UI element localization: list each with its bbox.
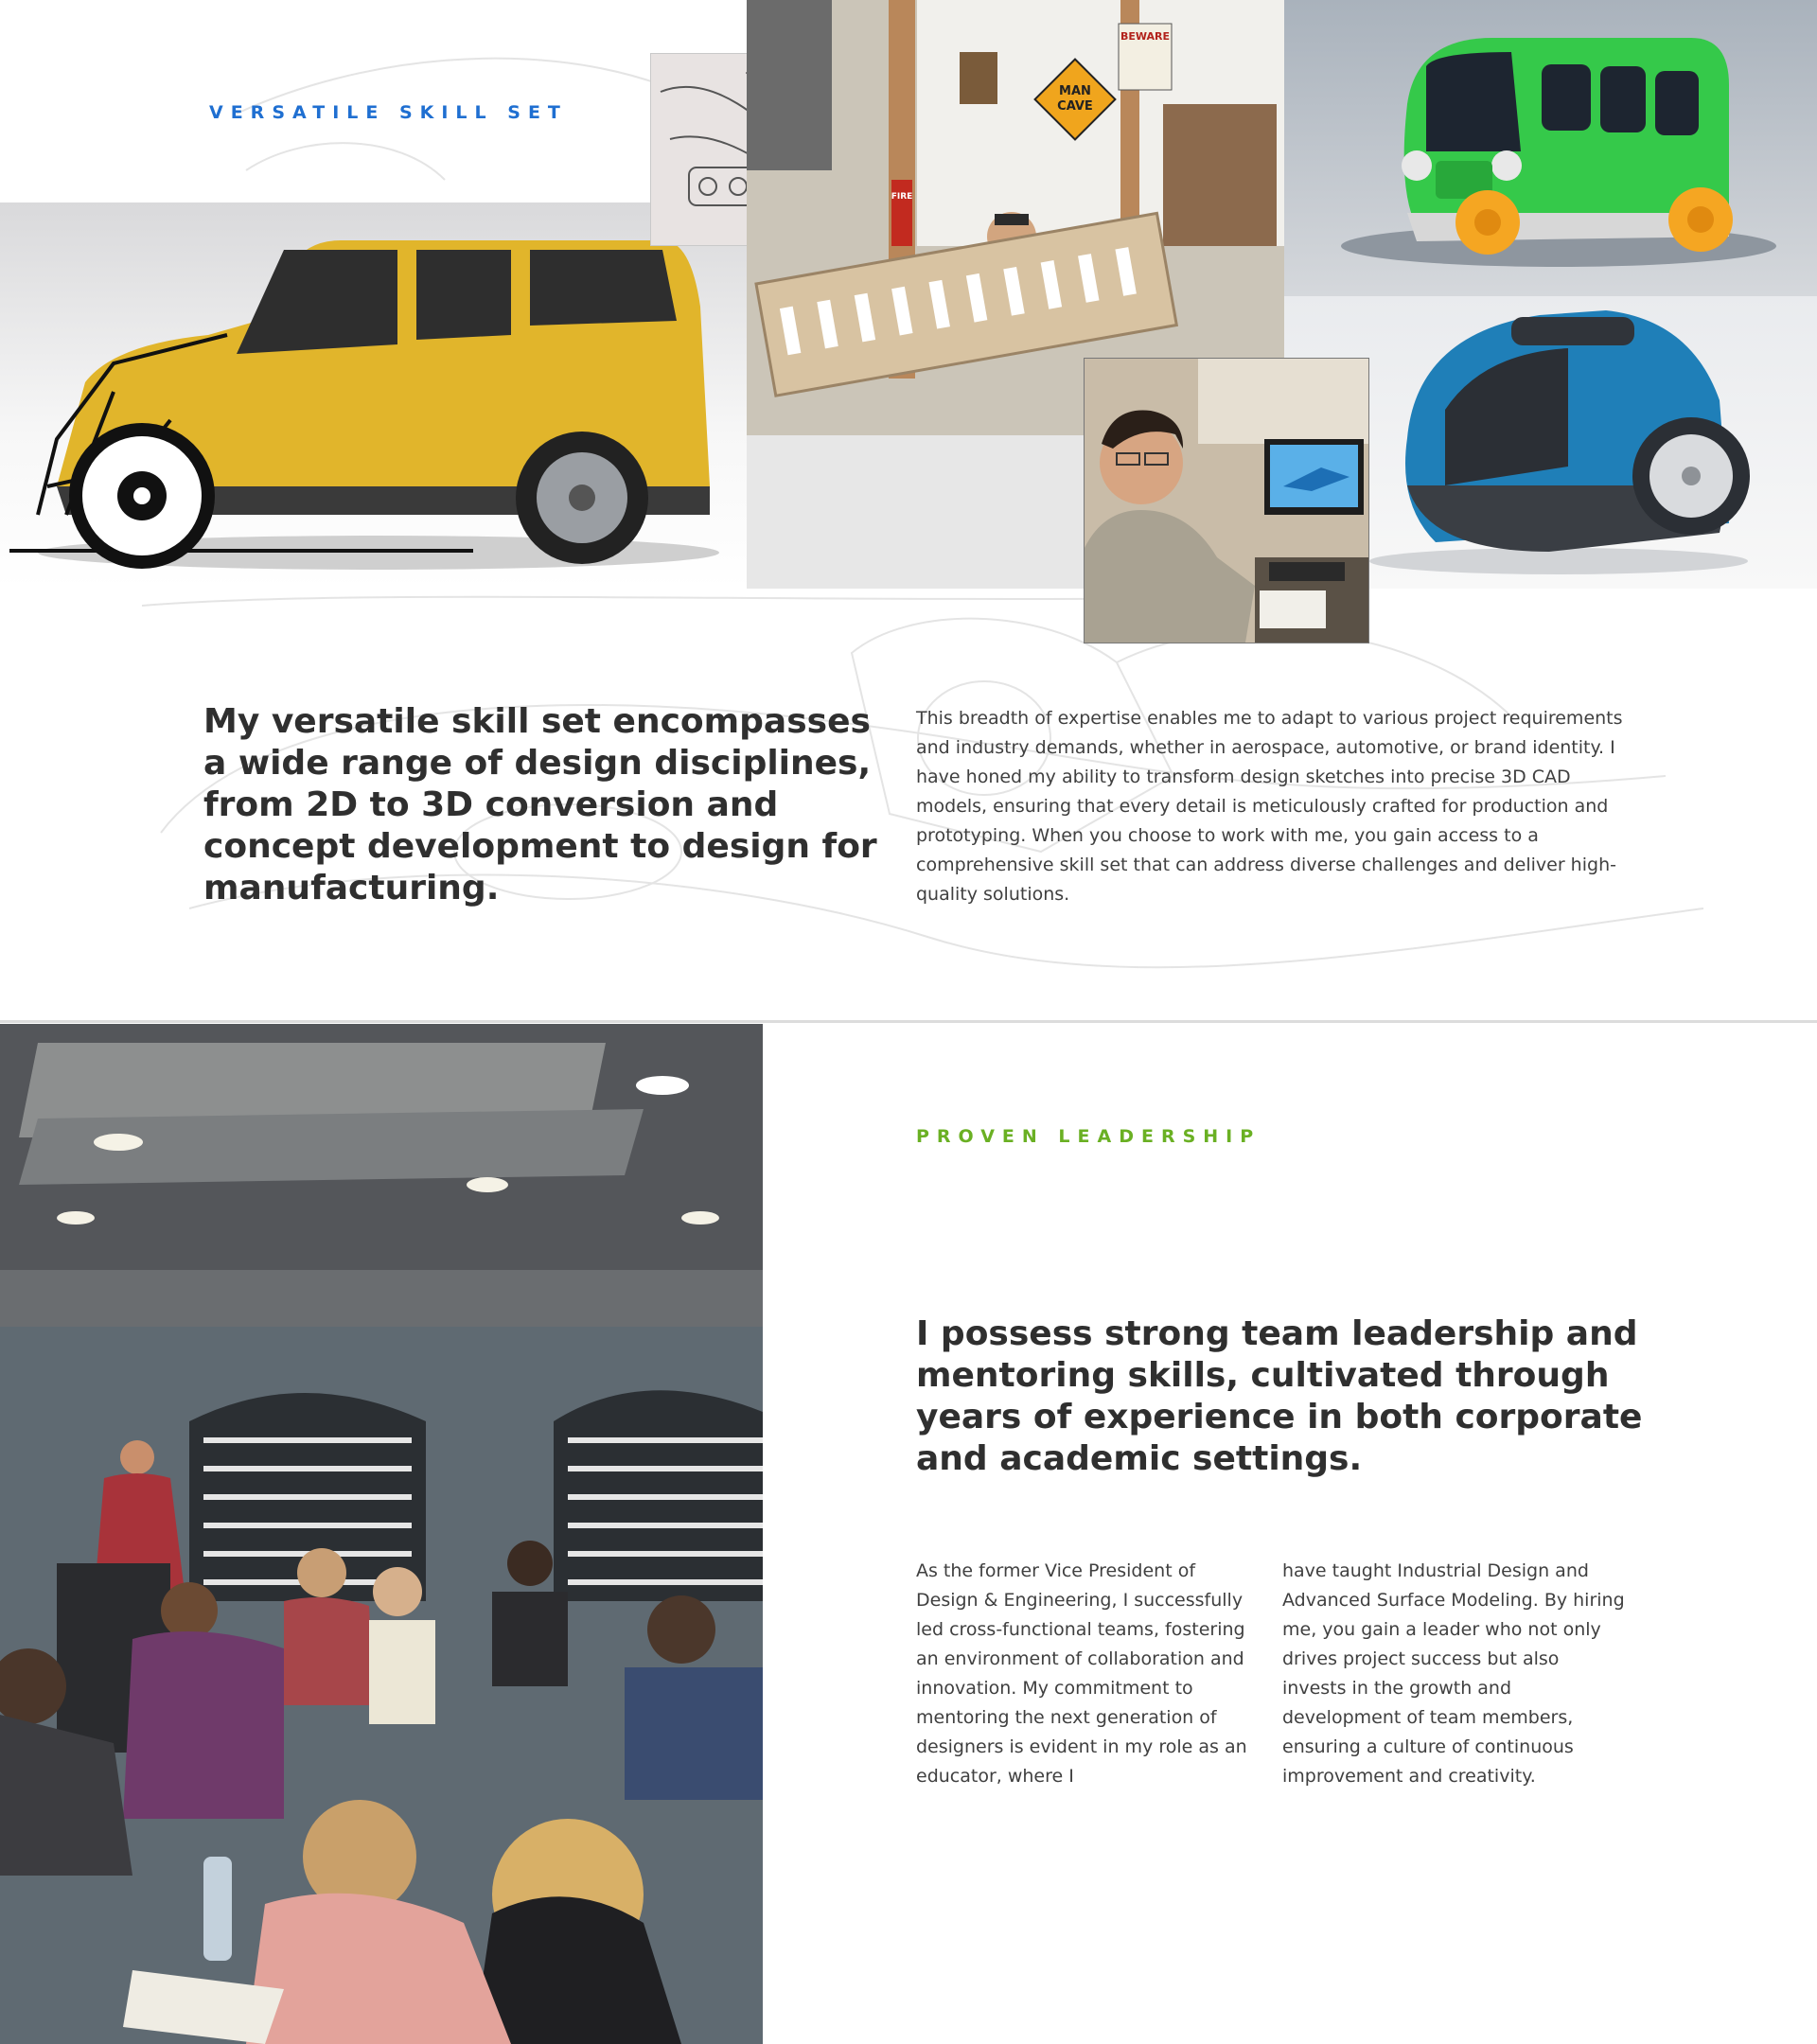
man-cave-sign-line2: CAVE	[1057, 99, 1093, 114]
man-cave-sign-line1: MAN	[1059, 84, 1091, 98]
section-divider	[0, 1020, 1817, 1023]
section-eyebrow-versatile: VERSATILE SKILL SET	[209, 102, 568, 123]
designer-at-desk-photo	[1084, 358, 1369, 643]
green-bus-toy-render	[1284, 0, 1817, 296]
section-eyebrow-leadership: PROVEN LEADERSHIP	[916, 1126, 1261, 1147]
skills-body-text: This breadth of expertise enables me to adapt to various project requirements and industry demands, whether in aerospace, automotive, or brand identity. I have honed my ability to transform design sketches into precise 3D CAD models, ensuring that every detail is meticulously crafted for production and prototyping. When you choose to work with me, you gain access to a comprehensive skill set that can address diverse challenges and deliver high-quality solutions.	[916, 708, 1623, 905]
suv-sketch-render-image	[0, 203, 747, 589]
leadership-headline: I possess strong team leadership and mentoring skills, cultivated through years of experience in both corporate and academic settings.	[916, 1314, 1643, 1478]
fire-sign-text: FIRE	[891, 192, 913, 202]
beware-sign-text: BEWARE	[1120, 30, 1171, 43]
classroom-lecture-photo	[0, 1024, 763, 2044]
leadership-body-column-2: have taught Industrial Design and Advanced Surface Modeling. By hiring me, you gain a leader who not only drives project success but also invests in the growth and development of team members, ensuring a culture of continuous improvement and creativity.	[1282, 1560, 1625, 1787]
leadership-body-column-1: As the former Vice President of Design & Engineering, I successfully led cross-functional teams, fostering an environment of collaboration and innovation. My commitment to mentoring the next generation of designers is evident in my role as an educator, where I	[916, 1560, 1247, 1787]
skills-headline: My versatile skill set encompasses a wide range of design disciplines, from 2D to 3D conversion and concept development to design for manufacturing.	[203, 702, 877, 907]
